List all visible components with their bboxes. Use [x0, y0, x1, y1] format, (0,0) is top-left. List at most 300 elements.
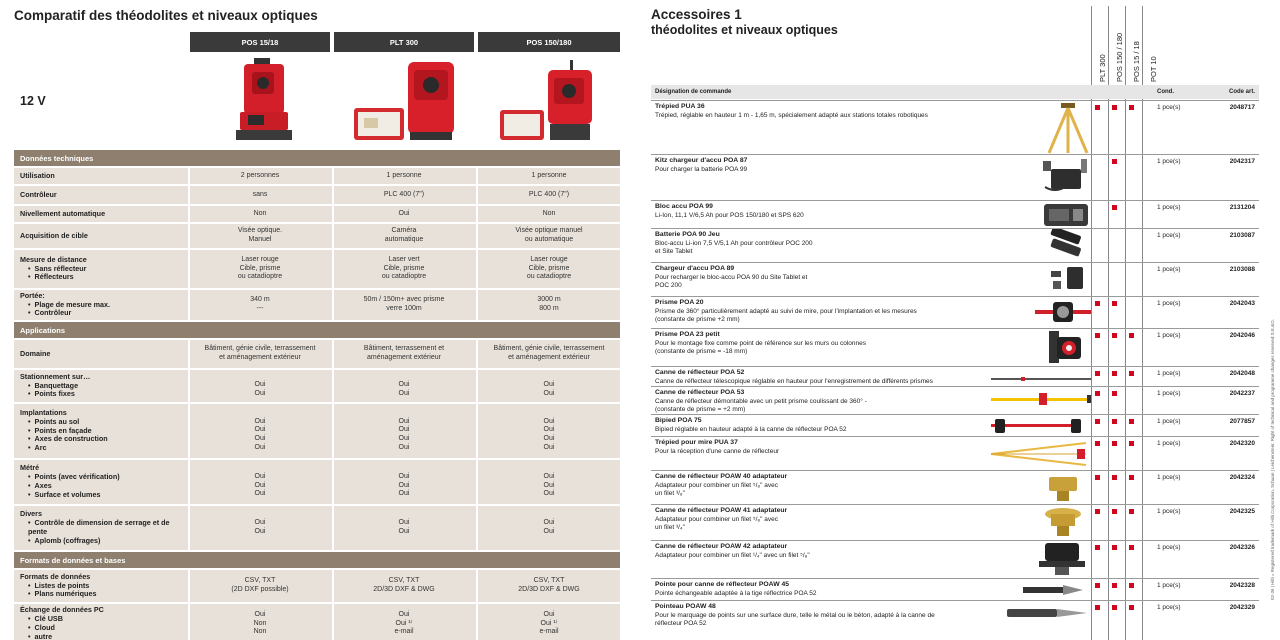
compatibility-marker [1129, 545, 1134, 550]
row-label-text: Utilisation [20, 170, 55, 180]
accessory-description: Pointe échangeable adaptée à la tige réflectrice POA 52 [655, 590, 817, 597]
adapter-black-icon [1037, 541, 1087, 582]
cell-line: Oui ¹⁾ [540, 619, 558, 627]
row-sublabel: • Axes [20, 482, 180, 491]
row-label [14, 168, 186, 184]
accessory-name: Canne de réflecteur POA 52 [655, 369, 745, 376]
compatibility-marker [1095, 301, 1100, 306]
code-header: Code art. [1228, 89, 1255, 95]
adapter-brass-icon [1045, 473, 1081, 508]
tripod-icon [1043, 103, 1093, 160]
row-label-text: Implantations [20, 408, 67, 418]
cell-line: 800 m [539, 305, 559, 312]
cell-line: Oui [543, 390, 555, 397]
page-title: Accessoires 1 [651, 7, 742, 22]
cell-line: PLC 400 (7") [528, 190, 570, 198]
cell-line: Oui [398, 209, 410, 217]
accessory-code: 2042046 [1229, 332, 1255, 339]
comparison-row [14, 570, 620, 602]
row-label-text: Mesure de distance [20, 254, 87, 264]
compatibility-marker [1112, 475, 1117, 480]
row-sublabel: • Arc [20, 444, 180, 453]
accessory-description: et Site Tablet [655, 248, 693, 255]
cell-line: Oui [254, 611, 266, 619]
theodolite-plt-300-image [352, 60, 462, 144]
accessory-name: Prisme POA 20 [655, 299, 704, 306]
accessory-name: Canne de réflecteur POAW 41 adaptateur [655, 507, 788, 514]
row-sublabel: • Aplomb (coffrages) [20, 537, 180, 546]
compatibility-marker [1112, 583, 1117, 588]
accessory-cond: 1 pce(s) [1157, 582, 1181, 589]
compatibility-marker [1095, 105, 1100, 110]
cell-line: Oui [543, 381, 555, 389]
compatibility-marker [1129, 475, 1134, 480]
row-label-text: Portée: [20, 290, 45, 300]
cell-value [188, 186, 330, 204]
cell-line: CSV, TXT [388, 577, 420, 585]
row-sublabel: • Sans réflecteur [20, 265, 180, 274]
accessory-cond: 1 pce(s) [1157, 232, 1181, 239]
theodolite-pos-150-image [500, 58, 600, 144]
cell-line: Oui [254, 381, 266, 389]
legal-note: 02-36 | Hilti = Registered trademark of Hilti Corporation, Schaan | Leichenstein: Right of technical and programme changes reserved S.E.&O. [1270, 319, 1275, 600]
accessory-cond: 1 pce(s) [1157, 544, 1181, 551]
row-sublabel: • Plage de mesure max. [20, 301, 180, 310]
cell-line: Oui [254, 481, 266, 489]
accessory-description: réflecteur POA 52 [655, 620, 707, 627]
row-sublabel: • Points (avec vérification) [20, 473, 180, 482]
row-label-text: Échange de données PC [20, 605, 104, 615]
cell-line: ou catadioptre [526, 273, 572, 281]
cell-line: verre 100m [386, 305, 422, 312]
compatibility-marker [1095, 509, 1100, 514]
accessory-code: 2103087 [1229, 232, 1255, 239]
cell-line: --- [256, 305, 264, 312]
cell-value [476, 206, 620, 222]
comparison-row [14, 506, 620, 550]
row-label-text: Domaine [20, 348, 51, 358]
battery-set-icon [1047, 229, 1087, 262]
accessory-row [651, 296, 1259, 328]
cell-line: 50m / 150m+ avec prisme [363, 296, 445, 304]
accessory-name: Bipied POA 75 [655, 417, 702, 424]
cell-line: 1 personne [531, 171, 567, 179]
cell-value [332, 168, 474, 184]
compatibility-marker [1129, 419, 1134, 424]
designation-header: Désignation de commande [655, 89, 732, 95]
cell-line: Oui [398, 611, 410, 619]
accessory-code: 2103088 [1229, 266, 1255, 273]
accessory-name: Chargeur d'accu POA 89 [655, 265, 735, 272]
accessory-description: (constante de prisme +2 mm) [655, 316, 740, 323]
accessory-description: Pour le marquage de points sur une surface dure, telle le métal ou le béton, adapté à la canne de [655, 612, 935, 619]
cell-value [332, 186, 474, 204]
compatibility-marker [1112, 509, 1117, 514]
comparison-row [14, 290, 620, 320]
cell-value [476, 370, 620, 402]
cell-line: CSV, TXT [533, 577, 565, 585]
comparison-row [14, 604, 620, 640]
compatibility-marker [1129, 371, 1134, 376]
cell-value [476, 290, 620, 320]
row-sublabel: • Points fixes [20, 390, 180, 399]
row-label-text: Nivellement automatique [20, 208, 106, 218]
cell-line: CSV, TXT [244, 577, 276, 585]
accessory-name: Kitz chargeur d'accu POA 87 [655, 157, 748, 164]
accessory-row [651, 366, 1259, 386]
adapter-brass-large-icon [1043, 506, 1083, 543]
compatibility-marker [1112, 371, 1117, 376]
cell-line: Oui [543, 611, 555, 619]
accessory-code: 2042324 [1229, 474, 1255, 481]
cell-line: Caméra [391, 227, 417, 235]
cell-value [188, 206, 330, 222]
cell-line: e-mail [394, 628, 414, 636]
cell-value [188, 250, 330, 288]
accessory-description: Prisme de 360° particulièrement adapté au suivi de mire, pour l'implantation et les mesures [655, 308, 917, 315]
cell-value [476, 460, 620, 504]
compatibility-marker [1112, 391, 1117, 396]
cell-line: Cible, prisme [383, 264, 425, 272]
compatibility-marker [1095, 475, 1100, 480]
row-label [14, 250, 186, 288]
cell-value [476, 404, 620, 458]
cell-line: Cible, prisme [528, 264, 570, 272]
accessory-cond: 1 pce(s) [1157, 204, 1181, 211]
cell-line: ou automatique [524, 236, 574, 243]
cell-line: Oui [254, 435, 266, 442]
prism-360-icon [1035, 299, 1091, 330]
row-label [14, 404, 186, 458]
compatibility-marker [1095, 333, 1100, 338]
accessory-description: Adaptateur pour combiner un filet ⁵/₈" avec [655, 516, 778, 523]
section-heading: Applications [14, 322, 620, 338]
compatibility-marker [1129, 441, 1134, 446]
cell-value [188, 290, 330, 320]
column-header-plt-300: PLT 300 [334, 32, 474, 52]
cell-line: aménagement extérieur [367, 354, 441, 361]
row-label-text: Acquisition de cible [20, 230, 88, 240]
cell-line: Oui ¹⁾ [395, 619, 413, 627]
compatibility-marker [1095, 371, 1100, 376]
cell-value [476, 168, 620, 184]
cell-line: Oui [398, 435, 410, 442]
cell-line: Oui [398, 481, 410, 489]
accessory-code: 2042325 [1229, 508, 1255, 515]
cell-value [332, 340, 474, 368]
cell-value [188, 224, 330, 248]
row-label [14, 290, 186, 320]
accessory-cond: 1 pce(s) [1157, 508, 1181, 515]
accessory-description: POC 200 [655, 282, 682, 289]
row-sublabel: • Points en façade [20, 427, 180, 436]
accessory-row [651, 470, 1259, 504]
accessory-name: Trépied pour mire PUA 37 [655, 439, 738, 446]
cell-value [188, 404, 330, 458]
cell-line: Oui [543, 490, 555, 498]
comparison-row [14, 460, 620, 504]
accessory-name: Trépied PUA 36 [655, 103, 705, 110]
accessory-description: Pour le montage fixe comme point de référence sur les murs ou colonnes [655, 340, 866, 347]
accessory-description: Pour la réception d'une canne de réflecteur [655, 448, 780, 455]
accessory-description: un filet ³/₈" [655, 490, 685, 497]
compatibility-marker [1129, 509, 1134, 514]
cell-line: Manuel [248, 236, 272, 243]
accessory-row [651, 200, 1259, 228]
cell-value [188, 168, 330, 184]
cell-line: 2 personnes [240, 171, 280, 179]
cell-line: ou catadioptre [237, 273, 283, 281]
compatibility-marker [1112, 419, 1117, 424]
accessory-cond: 1 pce(s) [1157, 370, 1181, 377]
compatibility-marker [1112, 333, 1117, 338]
accessory-code: 2042317 [1229, 158, 1255, 165]
accessory-name: Pointe pour canne de réflecteur POAW 45 [655, 581, 790, 588]
section-heading: Formats de données et bases [14, 552, 620, 568]
compatibility-marker [1112, 441, 1117, 446]
accessory-row [651, 228, 1259, 262]
accessory-code: 2042326 [1229, 544, 1255, 551]
row-sublabel: • Axes de construction [20, 435, 180, 444]
cell-value [188, 370, 330, 402]
accessory-description: Trépied, réglable en hauteur 1 m - 1,65 m, spécialement adapté aux stations totales robotiques [655, 112, 928, 119]
cell-value [188, 604, 330, 640]
row-label [14, 604, 186, 640]
cell-value [332, 250, 474, 288]
cell-line: Oui [254, 473, 266, 481]
compatibility-marker [1095, 605, 1100, 610]
cell-line: 1 personne [386, 171, 422, 179]
row-label-text: Métré [20, 463, 40, 473]
cell-line: Non [253, 619, 267, 627]
accessory-cond: 1 pce(s) [1157, 332, 1181, 339]
accessory-description: Canne de réflecteur démontable avec un petit prisme coulissant de 360° - [655, 398, 867, 405]
accessory-row [651, 154, 1259, 200]
small-prism-icon [1045, 329, 1085, 370]
cell-value [188, 340, 330, 368]
cell-line: Bâtiment, terrassement et [363, 345, 445, 353]
comparison-row [14, 224, 620, 248]
cell-value [188, 460, 330, 504]
cell-line: Oui [254, 443, 266, 451]
compatibility-marker [1095, 583, 1100, 588]
cell-line: Laser vert [388, 256, 420, 264]
compatibility-marker [1095, 545, 1100, 550]
cell-value [476, 570, 620, 602]
row-sublabel: • autre [20, 633, 180, 640]
row-label [14, 340, 186, 368]
accessory-row [651, 414, 1259, 436]
row-label [14, 206, 186, 222]
cell-line: Oui [398, 390, 410, 397]
cell-line: Laser rouge [241, 256, 279, 264]
accessory-code: 2048717 [1229, 104, 1255, 111]
accessory-row [651, 540, 1259, 578]
accessories-table-header [651, 85, 1259, 99]
accessory-description: un filet ³/₄" [655, 524, 685, 531]
cell-line: Oui [254, 426, 266, 434]
cell-line: Bâtiment, génie civile, terrassement [204, 345, 316, 353]
pole-tripod-icon [991, 439, 1091, 474]
cell-value [476, 340, 620, 368]
accessory-description: Bloc-accu Li-ion 7,5 V/5,1 Ah pour contrôleur POC 200 [655, 240, 813, 247]
row-label [14, 370, 186, 402]
cell-value [476, 186, 620, 204]
accessory-row [651, 386, 1259, 414]
section-heading: Données techniques [14, 150, 620, 166]
accessory-cond: 1 pce(s) [1157, 158, 1181, 165]
page-title: Comparatif des théodolites et niveaux optiques [14, 8, 318, 23]
vertical-header-plt-300: PLT 300 [1098, 54, 1107, 82]
compatibility-marker [1095, 391, 1100, 396]
cell-value [332, 206, 474, 222]
accessory-code: 2042328 [1229, 582, 1255, 589]
compatibility-marker [1112, 605, 1117, 610]
page-subtitle: théodolites et niveaux optiques [651, 23, 838, 37]
cell-value [476, 224, 620, 248]
compatibility-marker [1129, 105, 1134, 110]
cell-line: Oui [254, 417, 266, 425]
cond-header: Cond. [1157, 89, 1174, 95]
row-label [14, 570, 186, 602]
accessory-cond: 1 pce(s) [1157, 418, 1181, 425]
row-label [14, 506, 186, 550]
row-label [14, 186, 186, 204]
cell-line: Non [253, 628, 267, 636]
cell-line: e-mail [539, 628, 559, 636]
comparison-row [14, 186, 620, 204]
compatibility-marker [1095, 419, 1100, 424]
accessory-code: 2042048 [1229, 370, 1255, 377]
row-sublabel: • Cloud [20, 624, 180, 633]
cell-line: Oui [543, 435, 555, 442]
row-sublabel: • Points au sol [20, 418, 180, 427]
accessory-name: Canne de réflecteur POA 53 [655, 389, 745, 396]
compatibility-marker [1129, 605, 1134, 610]
accessory-row [651, 600, 1259, 627]
accessory-description: Li-Ion, 11,1 V/6,5 Ah pour POS 150/180 et SPS 620 [655, 212, 804, 219]
row-label [14, 460, 186, 504]
row-label [14, 224, 186, 248]
reflector-pole-prism-icon [991, 391, 1091, 412]
accessory-name: Batterie POA 90 Jeu [655, 231, 720, 238]
row-label-text: Formats de données [20, 571, 91, 581]
row-sublabel: • Réflecteurs [20, 273, 180, 282]
cell-line: Oui [543, 473, 555, 481]
cell-line: Oui [543, 481, 555, 489]
comparison-page [0, 0, 622, 640]
accessory-code: 2042043 [1229, 300, 1255, 307]
compatibility-marker [1095, 441, 1100, 446]
cell-line: Non [542, 209, 556, 217]
cell-line: Oui [254, 528, 266, 535]
accessory-cond: 1 pce(s) [1157, 474, 1181, 481]
accessory-cond: 1 pce(s) [1157, 300, 1181, 307]
cell-value [476, 604, 620, 640]
cell-line: Oui [398, 443, 410, 451]
cell-value [332, 460, 474, 504]
cell-line: 340 m [250, 296, 270, 304]
cell-line: Visée optique. [237, 227, 283, 235]
cell-line: et aménagement extérieur [508, 354, 590, 361]
cell-value [188, 570, 330, 602]
vertical-header-pos-15-18: POS 15 / 18 [1132, 41, 1141, 82]
charger-kit-icon [1041, 157, 1089, 200]
row-label-text: Stationnement sur… [20, 371, 91, 381]
accessory-row [651, 504, 1259, 540]
accessory-row [651, 328, 1259, 366]
cell-line: Visée optique manuel [515, 227, 583, 235]
accessory-name: Canne de réflecteur POAW 42 adaptateur [655, 543, 788, 550]
accessory-cond: 1 pce(s) [1157, 104, 1181, 111]
comparison-row [14, 370, 620, 402]
row-sublabel: • Contrôle de dimension de serrage et de pente [20, 519, 180, 537]
comparison-row [14, 340, 620, 368]
cell-value [332, 290, 474, 320]
cell-line: Non [253, 209, 267, 217]
row-sublabel: • Banquettage [20, 382, 180, 391]
cell-line: Oui [398, 490, 410, 498]
cell-line: automatique [384, 236, 424, 243]
accessory-description: (constante de prisme = +2 mm) [655, 406, 746, 413]
row-sublabel: • Surface et volumes [20, 491, 180, 500]
comparison-row [14, 168, 620, 184]
cell-line: Oui [543, 519, 555, 527]
cell-line: et aménagement extérieur [219, 354, 301, 361]
accessory-description: Pour recharger le bloc-accu POA 90 du Site Tablet et [655, 274, 808, 281]
accessory-description: Bipied réglable en hauteur adapté à la canne de réflecteur POA 52 [655, 426, 847, 433]
cell-value [332, 404, 474, 458]
cell-line: 2D/3D DXF & DWG [518, 586, 580, 593]
cell-value [332, 370, 474, 402]
cell-value [188, 506, 330, 550]
theodolite-pos-15-image [228, 56, 298, 144]
accessory-code: 2042320 [1229, 440, 1255, 447]
cell-value [332, 604, 474, 640]
cell-line: Bâtiment, génie civile, terrassement [493, 345, 605, 353]
comparison-row [14, 250, 620, 288]
accessory-row [651, 262, 1259, 296]
cell-value [332, 506, 474, 550]
accessory-code: 2131204 [1229, 204, 1255, 211]
compatibility-marker [1112, 545, 1117, 550]
accessory-row [651, 100, 1259, 154]
compatibility-marker [1129, 583, 1134, 588]
cell-line: PLC 400 (7") [383, 190, 425, 198]
cell-line: Oui [254, 519, 266, 527]
vertical-header-pot-10: POT 10 [1149, 56, 1158, 82]
cell-line: sans [252, 190, 268, 198]
accessories-page [640, 0, 1280, 640]
cell-line: Oui [398, 528, 410, 535]
cell-line: Oui [543, 528, 555, 535]
compatibility-marker [1112, 105, 1117, 110]
cell-line: Laser rouge [530, 256, 568, 264]
cell-line: 3000 m [537, 296, 561, 304]
cell-line: Oui [254, 390, 266, 397]
voltage-label: 12 V [20, 94, 46, 108]
cell-line: Oui [398, 417, 410, 425]
accessory-description: Pour charger la batterie POA 99 [655, 166, 748, 173]
cell-line: 2D/3D DXF & DWG [373, 586, 435, 593]
cell-line: Oui [398, 519, 410, 527]
accessory-cond: 1 pce(s) [1157, 390, 1181, 397]
cell-value [476, 250, 620, 288]
cell-line: Cible, prisme [239, 264, 281, 272]
accessory-description: Canne de réflecteur télescopique réglable en hauteur pour l'enregistrement de différents prismes [655, 378, 933, 385]
accessory-code: 2042329 [1229, 604, 1255, 611]
cell-line: Oui [543, 443, 555, 451]
